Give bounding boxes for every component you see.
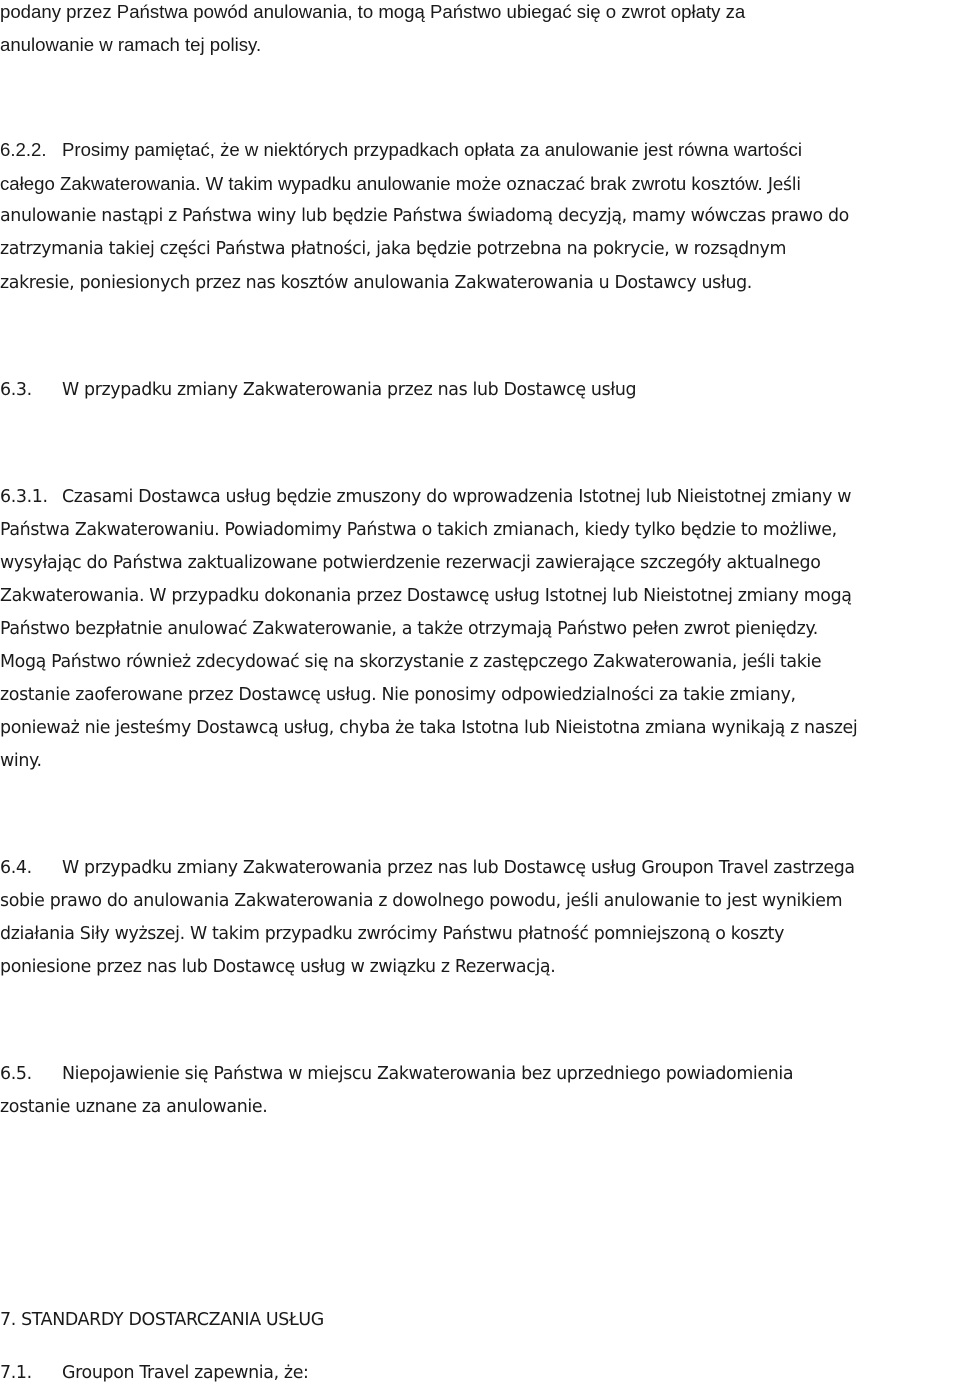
clause-6-2-2-second-line	[0, 172, 801, 197]
paragraph-line: zakresie, poniesionych przez nas kosztów anulowania Zakwaterowania u Dostawcy usług.	[0, 273, 752, 293]
paragraph-line: ponieważ nie jesteśmy Dostawcą usług, chyba że taka Istotna lub Nieistotna zmiana wynikają z naszej	[0, 718, 858, 738]
section-number: 6.3.	[0, 380, 32, 400]
clause-text: całego Zakwaterowania. W takim wypadku anulowanie może oznaczać brak zwrotu kosztów.	[0, 173, 763, 194]
section-7-heading: 7. STANDARDY DOSTARCZANIA USŁUG	[0, 1310, 324, 1330]
clause-7-1-line	[0, 1361, 309, 1385]
clause-6-3-1-first-line	[0, 485, 851, 509]
clause-number: 6.5.	[0, 1064, 32, 1084]
paragraph-line: wysyłając do Państwa zaktualizowane potwierdzenie rezerwacji zawierające szczegóły aktualnego	[0, 553, 821, 573]
clause-6-5-first-line	[0, 1062, 793, 1086]
paragraph-line: działania Siły wyższej. W takim przypadku zwrócimy Państwu płatność pomniejszoną o koszty	[0, 924, 785, 944]
paragraph-line: podany przez Państwa powód anulowania, to mogą Państwo ubiegać się o zwrot opłaty za	[0, 1, 746, 22]
paragraph-line: poniesione przez nas lub Dostawcę usług w związku z Rezerwacją.	[0, 957, 556, 977]
clause-text: Jeśli	[762, 175, 801, 195]
clause-number: 6.4.	[0, 858, 32, 878]
paragraph-line: Mogą Państwo również zdecydować się na skorzystanie z zastępczego Zakwaterowania, jeśli takie	[0, 652, 822, 672]
clause-6-4-first-line	[0, 856, 855, 880]
clause-text: Groupon Travel zapewnia, że:	[62, 1363, 309, 1383]
clause-number: 6.2.2.	[0, 139, 47, 160]
clause-number: 6.3.1.	[0, 487, 48, 507]
paragraph-line: zostanie uznane za anulowanie.	[0, 1097, 268, 1117]
section-title: W przypadku zmiany Zakwaterowania przez nas lub Dostawcę usług	[62, 380, 637, 400]
paragraph-line: Zakwaterowania. W przypadku dokonania przez Dostawcę usług Istotnej lub Nieistotnej zmiany mogą	[0, 586, 852, 606]
paragraph-line: anulowanie w ramach tej polisy.	[0, 34, 262, 55]
section-6-3-heading	[0, 378, 636, 402]
paragraph-line: zatrzymania takiej części Państwa płatności, jaka będzie potrzebna na pokrycie, w rozsądnym	[0, 239, 787, 259]
paragraph-line: zostanie zaoferowane przez Dostawcę usług. Nie ponosimy odpowiedzialności za takie zmiany,	[0, 685, 796, 705]
clause-number: 7.1.	[0, 1363, 32, 1383]
paragraph-line: Państwo bezpłatnie anulować Zakwaterowanie, a także otrzymają Państwo pełen zwrot pieniędzy.	[0, 619, 818, 639]
clause-text: Czasami Dostawca usług będzie zmuszony do wprowadzenia Istotnej lub Nieistotnej zmiany w	[62, 487, 852, 507]
paragraph-line: sobie prawo do anulowania Zakwaterowania z dowolnego powodu, jeśli anulowanie to jest wynikiem	[0, 891, 843, 911]
clause-text: W przypadku zmiany Zakwaterowania przez nas lub Dostawcę usług Groupon Travel zastrzega	[62, 858, 855, 878]
clause-6-2-2-first-line	[0, 138, 802, 162]
paragraph-line: winy.	[0, 751, 42, 771]
clause-text: Niepojawienie się Państwa w miejscu Zakwaterowania bez uprzedniego powiadomienia	[62, 1064, 794, 1084]
clause-text: Prosimy pamiętać, że w niektórych przypadkach opłata za anulowanie jest równa wartości	[62, 139, 802, 160]
paragraph-line: Państwa Zakwaterowaniu. Powiadomimy Państwa o takich zmianach, kiedy tylko będzie to możliwe,	[0, 520, 837, 540]
paragraph-line: anulowanie nastąpi z Państwa winy lub będzie Państwa świadomą decyzją, mamy wówczas prawo do	[0, 206, 849, 226]
